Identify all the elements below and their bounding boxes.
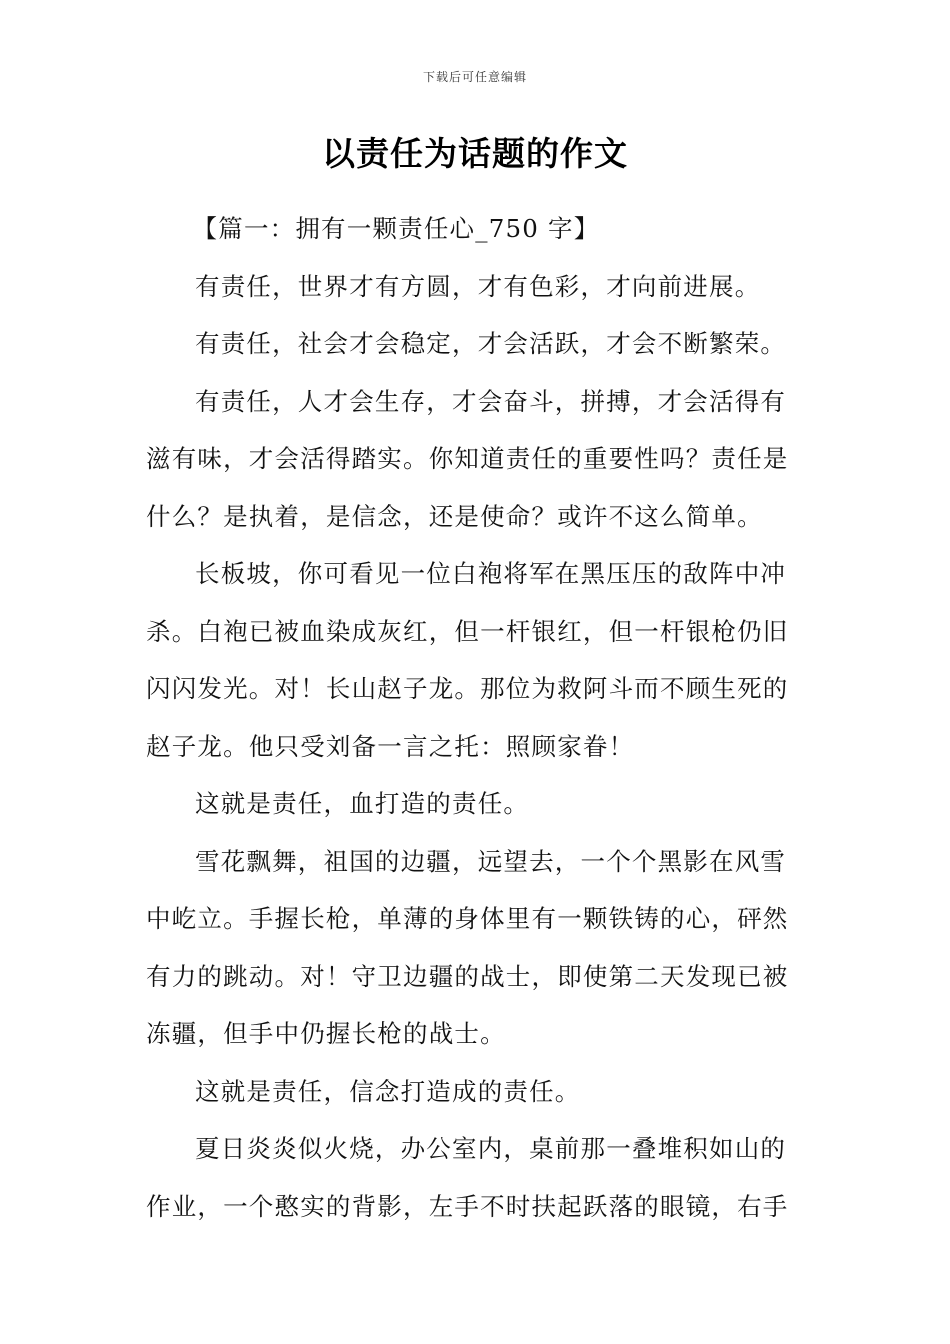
paragraph: 这就是责任，信念打造成的责任。	[195, 1076, 581, 1106]
document-title: 以责任为话题的作文	[322, 134, 628, 173]
paragraph: 有责任，人才会生存，才会奋斗，拼搏，才会活得有滋有味，才会活得踏实。你知道责任的重要性吗？责任是什么？是执着，是信念，还是使命？或许不这么简单。	[146, 386, 789, 531]
paragraph: 有责任，世界才有方圆，才有色彩，才向前进展。	[195, 271, 761, 301]
section-heading: 【篇一：拥有一颗责任心_750 字】	[192, 214, 600, 243]
document-body	[146, 200, 806, 1235]
paragraph: 这就是责任，血打造的责任。	[195, 789, 530, 818]
paragraph: 夏日炎炎似火烧，办公室内，桌前那一叠堆积如山的作业，一个憨实的背影，左手不时扶起跃落的眼镜，右手	[146, 1134, 789, 1221]
paragraph: 雪花飘舞，祖国的边疆，远望去，一个个黑影在风雪中屹立。手握长枪，单薄的身体里有一颗铁铸的心，砰然有力的跳动。对！守卫边疆的战士，即使第二天发现已被冻疆，但手中仍握长枪的战士。	[146, 846, 789, 1048]
header-note: 下载后可任意编辑	[422, 70, 527, 84]
paragraph: 有责任，社会才会稳定，才会活跃，才会不断繁荣。	[195, 329, 787, 358]
paragraph: 长板坡，你可看见一位白袍将军在黑压压的敌阵中冲杀。白袍已被血染成灰红，但一杆银红，但一杆银枪仍旧闪闪发光。对！长山赵子龙。那位为救阿斗而不顾生死的赵子龙。他只受刘备一言之托：照顾家眷！	[146, 559, 789, 761]
